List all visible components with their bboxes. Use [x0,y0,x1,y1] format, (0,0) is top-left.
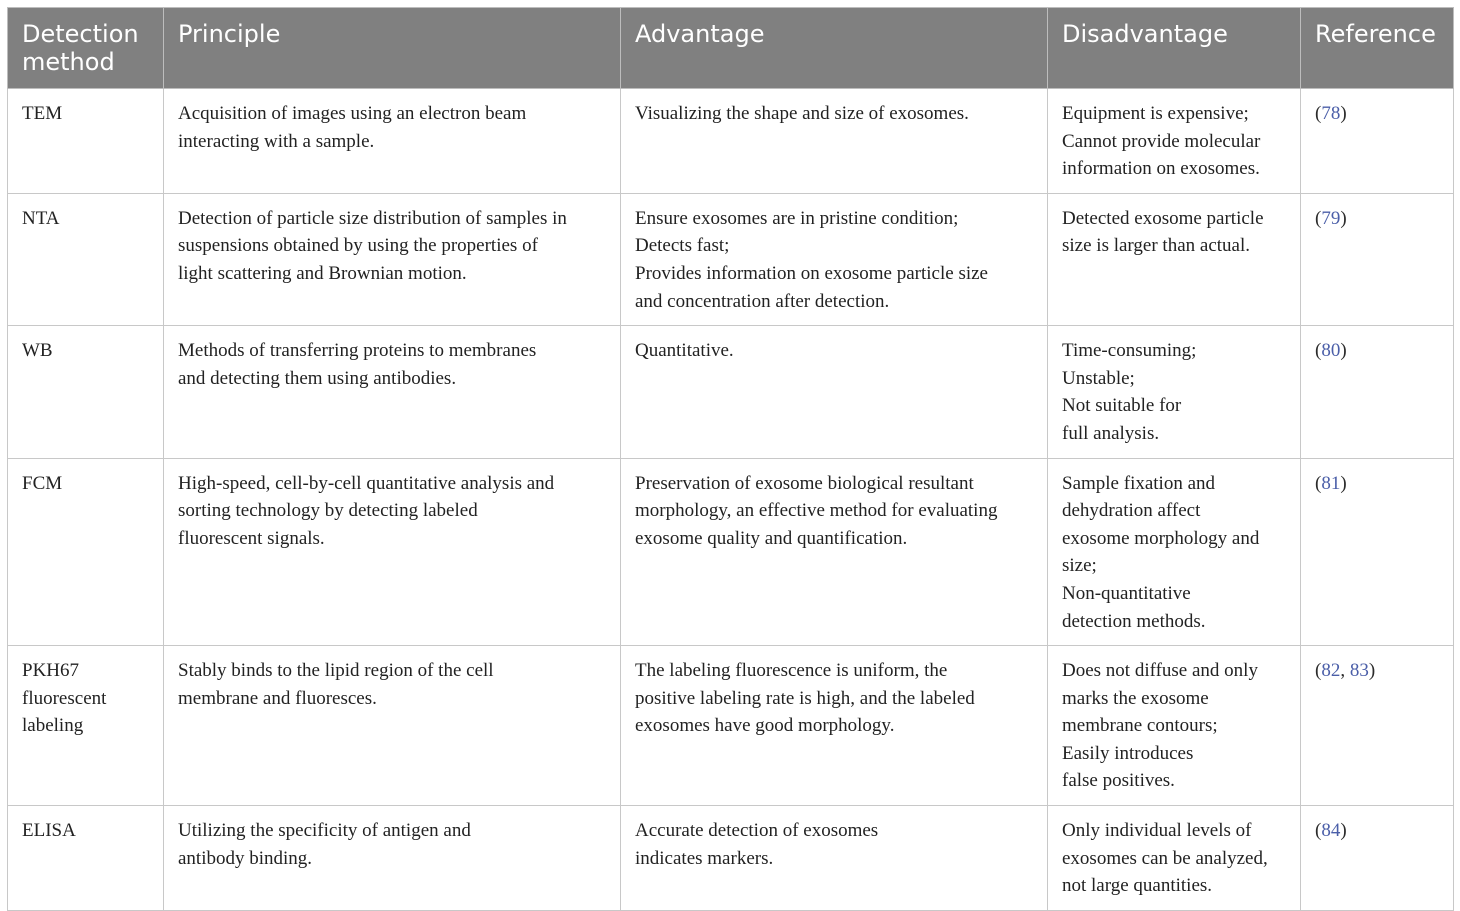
advantage-line: Quantitative. [635,340,734,362]
disadvantage-line: not large quantities. [1062,875,1213,897]
reference-group: (81) [1315,472,1347,494]
disadvantage-line: Detected exosome particle [1062,207,1264,229]
cell-reference [1301,193,1454,325]
method-line: fluorescent [22,687,107,709]
reference-link[interactable]: 78 [1321,103,1341,124]
method-line: FCM [22,472,63,494]
disadvantage-line: exosome morphology and [1062,527,1260,549]
header-line: method [22,48,115,76]
cell-reference [1301,806,1454,911]
disadvantage-line: marks the exosome [1062,687,1209,709]
cell-advantage [621,326,1048,458]
principle-line: membrane and fluoresces. [178,687,377,709]
cell-principle [164,646,621,806]
disadvantage-line: Easily introduces [1062,742,1194,764]
advantage-line: Detects fast; [635,235,730,257]
reference-link[interactable]: 80 [1321,340,1341,362]
table-row [8,806,1454,911]
disadvantage-line: detection methods. [1062,610,1206,632]
table-row [8,646,1454,806]
cell-reference [1301,646,1454,806]
method-line: PKH67 [22,660,80,682]
reference-group: (79) [1315,207,1347,229]
disadvantage-line: Sample fixation and [1062,472,1216,494]
disadvantage-line: Non-quantitative [1062,582,1191,604]
principle-line: Acquisition of images using an electron beam [178,103,527,124]
principle-line: Stably binds to the lipid region of the cell [178,660,494,682]
table-row [8,458,1454,646]
disadvantage-line: membrane contours; [1062,715,1218,737]
cell-method [8,193,164,325]
advantage-line: Accurate detection of exosomes [635,820,879,842]
cell-disadvantage [1048,458,1301,646]
disadvantage-line: full analysis. [1062,422,1160,444]
cell-method [8,646,164,806]
method-line: NTA [22,207,60,229]
cell-advantage [621,806,1048,911]
advantage-line: Provides information on exosome particle size [635,262,988,284]
table-header [8,8,1454,89]
cell-method [8,326,164,458]
cell-method [8,89,164,194]
disadvantage-line: information on exosomes. [1062,158,1260,180]
advantage-line: Visualizing the shape and size of exosomes. [635,103,969,124]
table-row [8,193,1454,325]
header-reference: Reference [1301,8,1454,89]
advantage-line: morphology, an effective method for evaluating [635,500,998,522]
method-line: labeling [22,715,84,737]
cell-disadvantage [1048,806,1301,911]
cell-reference [1301,458,1454,646]
principle-line: Utilizing the specificity of antigen and [178,820,471,842]
header-advantage: Advantage [621,8,1048,89]
reference-link[interactable]: 82 [1321,660,1341,682]
advantage-line: exosomes have good morphology. [635,715,895,737]
cell-principle [164,193,621,325]
disadvantage-line: Cannot provide molecular [1062,130,1261,152]
principle-line: High-speed, cell-by-cell quantitative analysis and [178,472,555,494]
method-line: ELISA [22,820,76,842]
reference-link[interactable]: 81 [1321,472,1341,494]
reference-link[interactable]: 83 [1349,660,1369,682]
disadvantage-line: Does not diffuse and only [1062,660,1258,682]
detection-methods-table [7,7,1454,911]
advantage-line: Ensure exosomes are in pristine condition; [635,207,959,229]
table-row [8,326,1454,458]
disadvantage-line: dehydration affect [1062,500,1201,522]
disadvantage-line: Not suitable for [1062,395,1182,417]
header-line: Detection [22,20,139,48]
disadvantage-line: size; [1062,555,1097,577]
advantage-line: Preservation of exosome biological resultant [635,472,974,494]
cell-reference [1301,89,1454,194]
cell-method [8,458,164,646]
cell-advantage [621,89,1048,194]
cell-advantage [621,193,1048,325]
cell-principle [164,89,621,194]
header-row [8,8,1454,89]
cell-method [8,806,164,911]
disadvantage-line: Equipment is expensive; [1062,103,1249,124]
advantage-line: positive labeling rate is high, and the labeled [635,687,975,709]
principle-line: and detecting them using antibodies. [178,367,457,389]
table-body [8,89,1454,911]
advantage-line: indicates markers. [635,847,774,869]
cell-disadvantage [1048,326,1301,458]
cell-advantage [621,646,1048,806]
reference-link[interactable]: 84 [1321,820,1341,842]
header-principle: Principle [164,8,621,89]
method-line: WB [22,340,53,362]
advantage-line: exosome quality and quantification. [635,527,908,549]
principle-line: antibody binding. [178,847,313,869]
principle-line: light scattering and Brownian motion. [178,262,467,284]
table-row [8,89,1454,194]
principle-line: interacting with a sample. [178,130,375,152]
reference-group: (82, 83) [1315,660,1376,682]
disadvantage-line: Unstable; [1062,367,1135,389]
principle-line: Detection of particle size distribution of samples in [178,207,567,229]
reference-group: (78) [1315,103,1347,124]
reference-group: (80) [1315,340,1347,362]
header-disadvantage: Disadvantage [1048,8,1301,89]
cell-reference [1301,326,1454,458]
principle-line: Methods of transferring proteins to membranes [178,340,537,362]
cell-advantage [621,458,1048,646]
header-detection-method [8,8,164,89]
principle-line: sorting technology by detecting labeled [178,500,478,522]
principle-line: suspensions obtained by using the properties of [178,235,538,257]
disadvantage-line: size is larger than actual. [1062,235,1250,257]
reference-group: (84) [1315,820,1347,842]
cell-principle [164,326,621,458]
disadvantage-line: false positives. [1062,770,1175,792]
cell-principle [164,458,621,646]
principle-line: fluorescent signals. [178,527,325,549]
cell-principle [164,806,621,911]
advantage-line: The labeling fluorescence is uniform, the [635,660,948,682]
cell-disadvantage [1048,193,1301,325]
cell-disadvantage [1048,646,1301,806]
cell-disadvantage [1048,89,1301,194]
disadvantage-line: exosomes can be analyzed, [1062,847,1268,869]
method-line: TEM [22,103,63,124]
reference-link[interactable]: 79 [1321,207,1341,229]
disadvantage-line: Only individual levels of [1062,820,1252,842]
disadvantage-line: Time-consuming; [1062,340,1197,362]
advantage-line: and concentration after detection. [635,290,890,312]
